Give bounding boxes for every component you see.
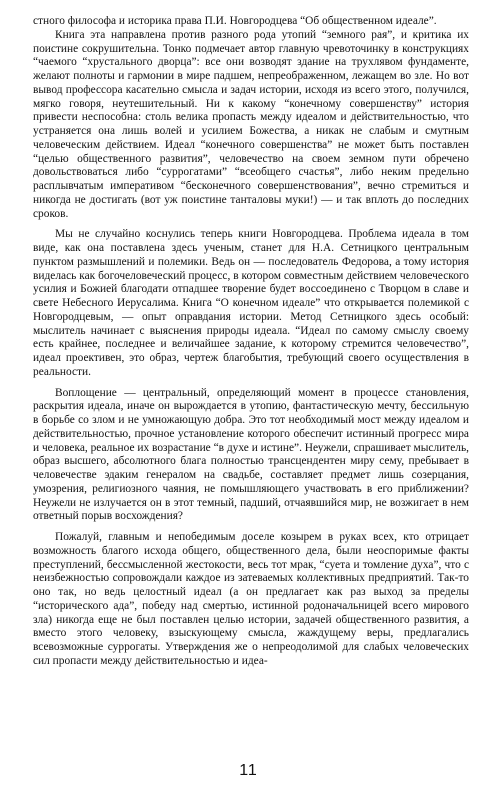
paragraph-3: Мы не случайно коснулись теперь книги Новгородцева. Проблема идеала в том виде, как она поставлена здесь ученым, станет для Н.А. Сетницкого центральным пунктом размышлений и полемики. Ведь он — последователь Федорова, а тому история виделась как богочеловеческий процесс, в котором совместным действием человеческого усилия и Божией благодати отпадшее творение будет воссоединено с Творцом в славе и свете Небесного Иерусалима. Книга “О конечном идеале” что открывается полемикой с Новгородцевым, — опыт оправдания истории. Метод Сетницкого здесь особый: мыслитель начинает с выяснения природы идеала. “Идеал по самому смыслу своему есть крайнее, последнее и величайшее задание, к которому стремится человечество”, идеал проективен, это образ, чертеж благобытия, требующий своего осуществления в реальности. <box>33 228 469 378</box>
paragraph-1: стного философа и историка права П.И. Новгородцева “Об общественном идеале”. <box>33 15 437 27</box>
paragraph-5: Пожалуй, главным и непобедимым доселе козырем в руках всех, кто отрицает возможность благого исхода общего, общественного дела, были неоспоримые факты преступлений, бессмысленной жестокости, весь тот мрак, “суета и томление духа”, что с неизбежностью сопровождали каждое из затеваемых коллективных предприятий. Так-то оно так, но ведь целостный идеал (а он предлагает как раз выход за пределы “исторического ада”, победу над смертью, истинной родоначальницей всего мирового зла) никогда еще не был поставлен целью истории, задачей общественного развития, а вместо этого человеку, взыскующему смысла, жаждущему веры, предлагались всевозможные суррогаты. Утверждения же о непреодолимой для слабых человеческих сил пропасти между действительностью и идеа- <box>33 531 469 667</box>
paragraph-4: Воплощение — центральный, определяющий момент в процессе становления, раскрытия идеала, иначе он вырождается в утопию, фантастическую мечту, бессильную в борьбе со злом и не умножающую добра. Это тот необходимый мост между идеалом и действительностью, прочное установление которого обеспечит истинный прогресс мира и человека, реальное их возрастание “в духе и истине”. Неужели, спрашивает мыслитель, образ высшего, абсолютного блага полностью трансцендентен миру сему, пребывает в человечестве эдаким генералом на свадьбе, составляет предмет лишь созерцания, умозрения, религиозного чаяния, не помышляющего участвовать в его приближении? Неужели не излучается он в этот темный, падший, отчаявшийся мир, не возжигает в нем ответный порыв восхождения? <box>33 386 469 523</box>
paragraph-2: Книга эта направлена против разного рода утопий “земного рая”, и критика их поистине сокрушительна. Тонко подмечает автор главную чревоточинку в конструкциях “чаемого “хрустального дворца”: все они возводят здание на трухлявом фундаменте, желают полноты и гармонии в мире падшем, непреображенном, лежащем во зле. Но вот вывод профессора касательно смысла и задач истории, исходя из всего этого, получился, мягко говоря, неутешительный. Ни к какому “конечному совершенству” история привести неспособна: столь велика пропасть между идеалом и действительностью, что устраняется она лишь волей и усилием Божества, а никак не слабым и смутным человеческим действием. Идеал “конечного совершенства” не может быть поставлен “целью общественного развития”, человечество на своем земном пути обречено довольствоваться либо “суррогатами” “всеобщего счастья”, либо неким предельно расплывчатым императивом “бесконечного совершенствования”, вечно стремиться и никогда не достигать (вот уж поистине танталовы муки!) — и так вплоть до последних сроков. <box>33 28 469 220</box>
page-number: 11 <box>239 762 258 779</box>
page-text <box>33 15 469 669</box>
